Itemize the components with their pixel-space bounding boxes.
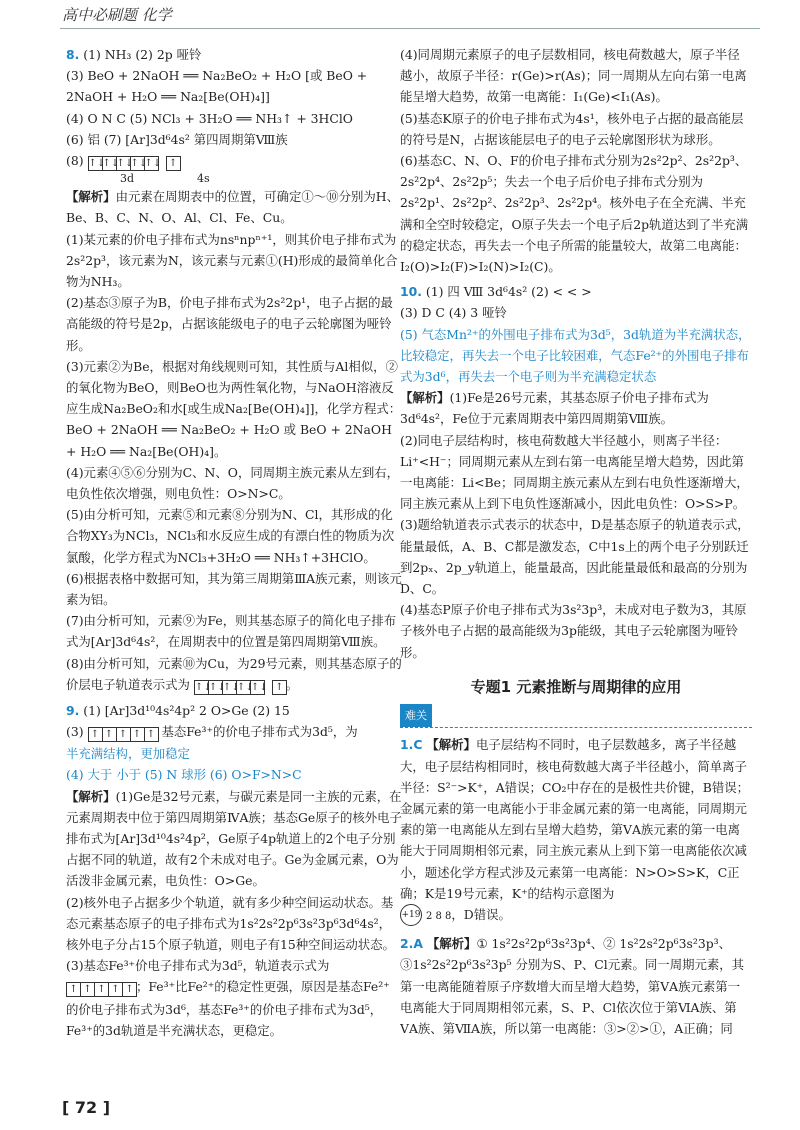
r-top-2: (6)基态C、N、O、F的价电子排布式分别为2s²2p²、2s²2p³、2s²2p⁴、2s²2p⁵；失去一个电子后价电子排布式分别为2s²2p¹、2s²2p²、2s²2p³、2s²2p⁴。核外电子在全充满、半充满和全空时较稳定，O原子失去一个电子后2p轨道达到了半充满的稳定状态，再失去一个电子所需的能量较大，故第二电离能：I₂(O)>I₂(F)>I₂(N)>I₂(C)。	[400, 153, 749, 275]
orbital-diagram-cu: ↑↓↑↓↑↓↑↓↑↓ ↑	[88, 151, 180, 172]
q9-analysis-0: 【解析】(1)Ge是32号元素，与碳元素是同一主族的元素，在元素周期表中位于第四周期第ⅣA族；基态Ge原子的核外电子排布式为[Ar]3d¹⁰4s²4p²，Ge原子4p轨道上的2个电子分别占据不同的轨道，故有2个未成对电子。Ge为金属元素，O为活泼非金属元素，电负性：O>Ge。	[66, 788, 402, 889]
q10-line-1: 10. (1) 四 Ⅷ 3d⁶4s² (2) < < >	[400, 284, 592, 300]
q9-number: 9.	[66, 702, 80, 718]
q9-analysis-1: (2)核外电子占据多少个轨道，就有多少种空间运动状态。基态元素基态原子的电子排布式为1s²2s²2p⁶3s²3p⁶3d⁶4s²，核外电子分占15个原子轨道，则电子有15种空间运动状态。	[66, 894, 395, 952]
q8-analysis-7: (7)由分析可知，元素⑨为Fe，则其基态原子的简化电子排布式为[Ar]3d⁶4s²，在周期表中的位置是第四周期第Ⅷ族。	[66, 613, 397, 650]
q8-analysis-6: (6)根据表格中数据可知，其为第三周期第ⅢA族元素，则该元素为铝。	[66, 570, 402, 607]
q9-line-2: (3) ↑ ↑ ↑ ↑ ↑ 基态Fe³⁺的价电子排布式为3d⁵，为	[66, 721, 402, 743]
q8-line-3: (4) O N C (5) NCl₃ + 3H₂O ══ NH₃↑ + 3HClO	[66, 110, 353, 126]
q10-analysis-1: (2)同电子层结构时，核电荷数越大半径越小，则离子半径：Li⁺<H⁻；同周期元素从左到右第一电离能呈增大趋势，因此第一电离能：Li<Be；同周期主族元素从左到右电负性逐渐增大，同主族元素从上到下电负性逐渐减小，因此电负性：O>S>P。	[400, 432, 749, 512]
q8-line-5: (8) ↑↓↑↓↑↓↑↓↑↓ ↑	[66, 150, 402, 172]
orbital-diagram-cu-2: ↑↓↑↓↑↓↑↓↑↓ ↑	[194, 675, 286, 696]
q8-analysis-4: (4)元素④⑤⑥分别为C、N、O，同周期主族元素从左到右，电负性依次增强，则电负性：O>N>C。	[66, 464, 400, 501]
q8-analysis-1: (1)某元素的价电子排布式为nsⁿnpⁿ⁺¹，则其价电子排布式为2s²2p³，该元素为N，该元素与元素①(H)形成的最简单化合物为NH₃。	[66, 231, 398, 289]
q10-number: 10.	[400, 284, 422, 300]
s1-q1-tail: +19 2 8 8，D错误。	[400, 904, 752, 927]
q8-analysis-3: (3)元素②为Be，根据对角线规则可知，其性质与Al相似，②的氧化物为BeO，则BeO也为两性氧化物，与NaOH溶液反应生成Na₂BeO₂和水[或生成Na₂[Be(OH)₄]]，化学方程式：BeO + 2NaOH ══ Na₂BeO₂ + H₂O 或 BeO + 2NaOH + H₂O ══ Na₂[Be(OH)₄]。	[66, 358, 402, 459]
q9-analysis-2: (3)基态Fe³⁺价电子排布式为3d⁵，轨道表示式为	[66, 958, 330, 974]
s1-q1: 1.C 【解析】电子层结构不同时，电子层数越多，离子半径越大，电子层结构相同时，核电荷数越大离子半径越小，简单离子半径：S²⁻>K⁺，A错误；CO₂中存在的是极性共价键，B错误；金属元素的第一电离能小于非金属元素的第一电离能，同周期元素的第一电离能从左到右呈增大趋势，第ⅤA族元素的第一电离能大于同周期相邻元素，同主族元素从上到下第一电离能依次减小，题述化学方程式涉及元素第一电离能：N>O>S>K，C正确；K是19号元素，K⁺的结构示意图为	[400, 737, 750, 901]
orbital-diagram-fe3-2: ↑ ↑ ↑ ↑ ↑	[66, 977, 136, 998]
q9-line-4: (4) 大于 小于 (5) N 球形 (6) O>F>N>C	[66, 767, 302, 783]
q8-analysis-8: (8)由分析可知，元素⑩为Cu，为29号元素，则其基态原子的价层电子轨道表示式为 ↑↓↑↓↑↓↑↓↑↓ ↑ 。	[66, 653, 402, 696]
q10-analysis-0: 【解析】(1)Fe是26号元素，其基态原子价电子排布式为3d⁶4s²，Fe位于元素周期表中第四周期第Ⅷ族。	[400, 390, 709, 427]
q10-line-3: (5) 气态Mn²⁺的外围电子排布式为3d⁵，3d轨道为半充满状态，比较稳定，再失去一个电子比较困难，气态Fe²⁺的外围电子排布式为3d⁶，再失去一个电子则为半充满稳定状态	[400, 326, 751, 385]
orbital-diagram-fe3: ↑ ↑ ↑ ↑ ↑	[88, 722, 158, 743]
header-divider	[60, 28, 760, 29]
q8-number: 8.	[66, 47, 80, 62]
r-top-0: (4)同周期元素原子的电子层数相同，核电荷数越大，原子半径越小，故原子半径：r(Ge)>r(As)；同一周期从左向右第一电离能呈增大趋势，故第一电离能：I₁(Ge)<I₁(As)。	[400, 47, 747, 105]
right-column	[400, 44, 752, 1104]
s1-q2: 2.A 【解析】① 1s²2s²2p⁶3s²3p⁴、② 1s²2s²2p⁶3s²3p³、③1s²2s²2p⁶3s²3p⁵ 分别为S、P、Cl元素。同一周期元素，其第一电离能随着原子序数增大而呈增大趋势，第ⅤA族元素第一电离能大于同周期相邻元素，S、P、Cl依次位于第ⅥA族、第ⅤA族、第ⅦA族，所以第一电离能：③>②>①，A正确；同	[400, 936, 745, 1036]
q10-analysis-3: (4)基态P原子价电子排布式为3s²3p³，未成对电子数为3，其原子核外电子占据的最高能级为3p能级，其电子云轮廓图为哑铃形。	[400, 602, 747, 660]
q8-line-2: (3) BeO + 2NaOH ══ Na₂BeO₂ + H₂O [或 BeO + 2NaOH + H₂O ══ Na₂[Be(OH)₄]]	[66, 68, 368, 105]
q10-analysis-2: (3)题给轨道表示式表示的状态中，D是基态原子的轨道表示式，能量最低，A、B、C都是激发态，C中1s上的两个电子分别跃迁到2pₓ、2p_y轨道上，能量最高，因此能量最低和最高的分别为D、C。	[400, 517, 750, 597]
q10-line-2: (3) D C (4) 3 哑铃	[400, 305, 507, 321]
page-number: [ 72 ]	[62, 1098, 111, 1117]
q8-line-1: 8. (1) NH₃ (2) 2p 哑铃	[66, 47, 202, 62]
q9-line-1: 9. (1) [Ar]3d¹⁰4s²4p² 2 O>Ge (2) 15	[66, 702, 290, 718]
orbital-labels: 3d 4s	[120, 172, 210, 186]
section-title: 专题1 元素推断与周期律的应用	[470, 677, 682, 696]
k-ion-structure-diagram: +19	[400, 904, 422, 926]
q8-analysis-2: (2)基态③原子为B，价电子排布式为2s²2p¹，电子占据的最高能级的符号是2p，占据该能级电子的电子云轮廓图为哑铃形。	[66, 295, 393, 353]
running-header: 高中必刷题 化学	[62, 6, 172, 24]
difficulty-badge: 难关	[400, 704, 432, 727]
left-column	[66, 44, 402, 1094]
q8-analysis-0: 【解析】由元素在周期表中的位置，可确定①～⑩分别为H、Be、B、C、N、O、Al、Cl、Fe、Cu。	[66, 189, 399, 226]
difficulty-bar	[400, 704, 752, 728]
q8-analysis-5: (5)由分析可知，元素⑤和元素⑧分别为N、Cl，其形成的化合物XY₃为NCl₃，NCl₃和水反应生成的有漂白性的物质为次氯酸，化学方程式为NCl₃+3H₂O ══ NH₃↑+3HClO。	[66, 507, 395, 565]
q8-line-4: (6) 铝 (7) [Ar]3d⁶4s² 第四周期第Ⅷ族	[66, 131, 288, 147]
q9-analysis-3: ↑ ↑ ↑ ↑ ↑ ；Fe³⁺比Fe²⁺的稳定性更强，原因是基态Fe²⁺的价电子排布式为3d⁶，基态Fe³⁺的价电子排布式为3d⁵，Fe³⁺的3d轨道是半充满状态，更稳定。	[66, 976, 402, 1041]
r-top-1: (5)基态K原子的价电子排布式为4s¹，核外电子占据的最高能层的符号是N，占据该能层电子的电子云轮廓图形状为球形。	[400, 110, 744, 147]
q9-line-3: 半充满结构，更加稳定	[66, 746, 190, 762]
